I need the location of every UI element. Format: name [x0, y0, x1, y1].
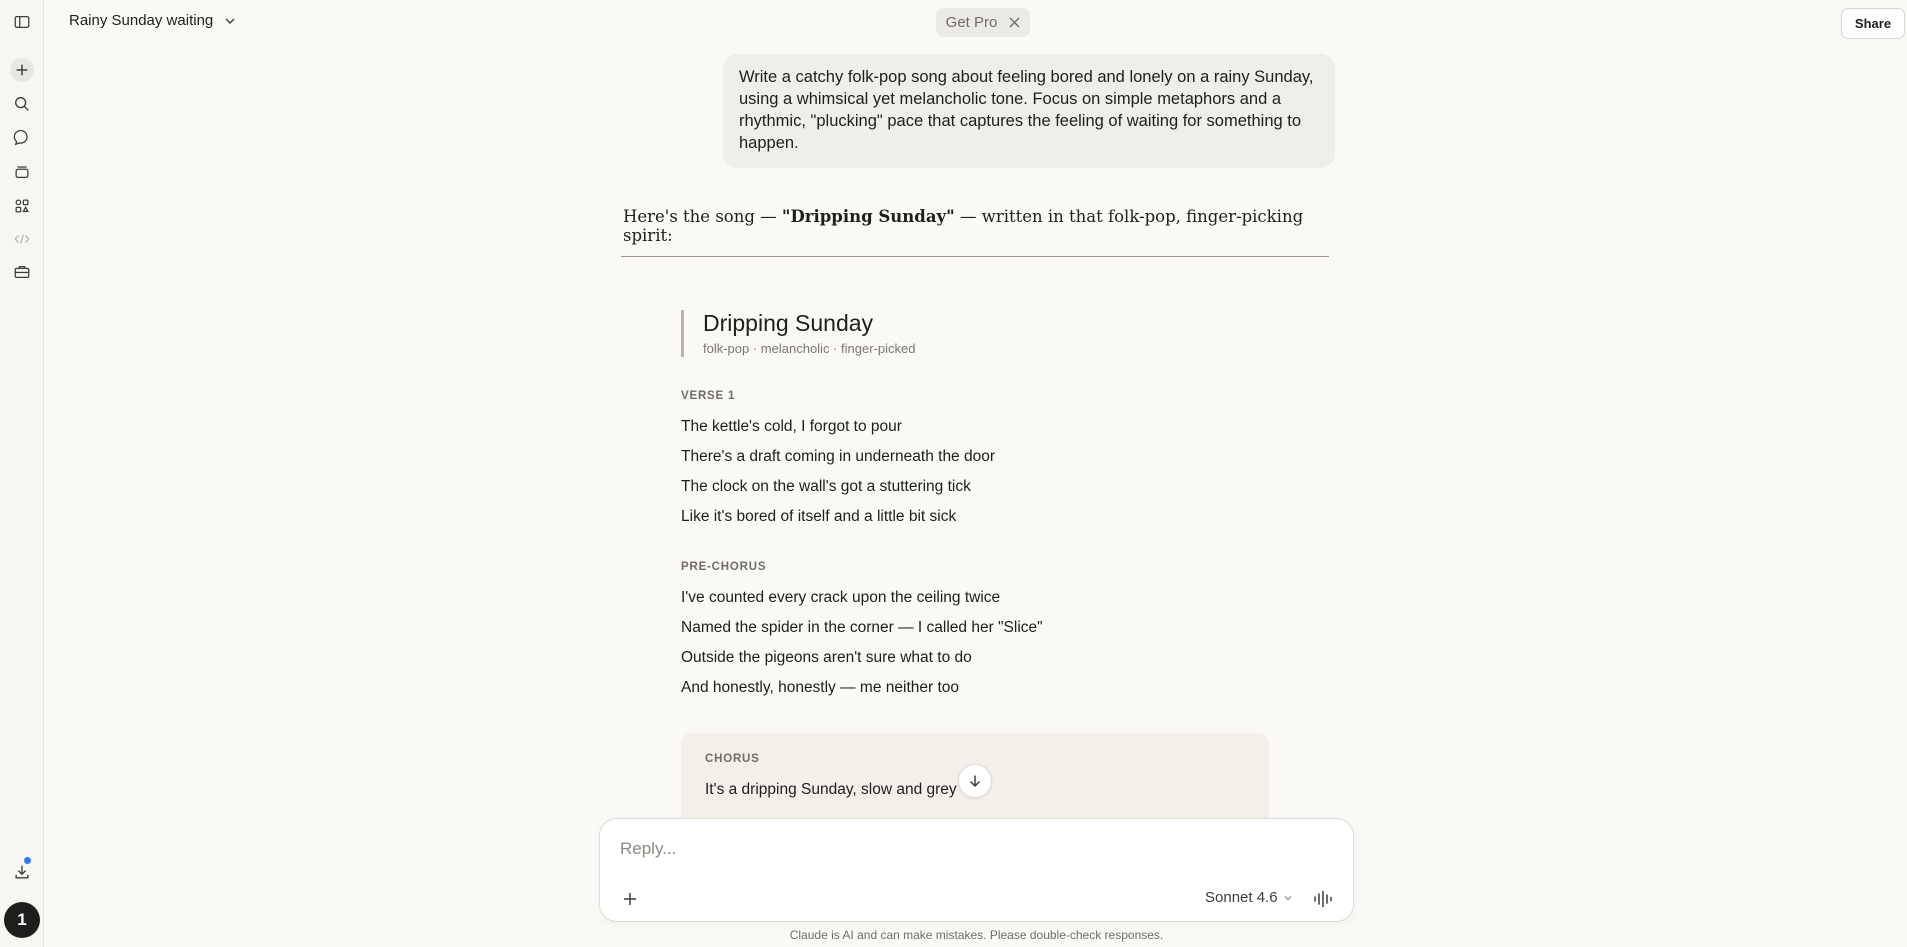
lyric-line: The clock on the wall's got a stuttering tick — [681, 478, 971, 495]
model-name: Sonnet 4.6 — [1205, 889, 1278, 906]
disclaimer: Claude is AI and can make mistakes. Please double-check responses. — [789, 928, 1164, 942]
song-tags: folk-pop · melancholic · finger-picked — [703, 341, 916, 356]
avatar[interactable]: 1 — [4, 902, 40, 938]
chat-title-dropdown[interactable] — [69, 12, 237, 29]
chorus-label: CHORUS — [705, 753, 760, 765]
new-chat-button[interactable] — [10, 58, 34, 82]
share-button[interactable]: Share — [1841, 8, 1905, 39]
user-message: Write a catchy folk-pop song about feeling bored and lonely on a rainy Sunday, using a whimsical yet melancholic tone. Focus on simple metaphors and a rhythmic, "plucking" pace that captures the feeling of waiting for something to happen. — [723, 54, 1335, 168]
chevron-down-icon — [223, 14, 237, 28]
composer — [599, 818, 1354, 922]
lyric-line: It's a dripping Sunday, slow and grey — [705, 781, 957, 798]
intro-text-after: — written in that folk-pop, finger-picking spirit: — [623, 207, 1304, 245]
search-icon[interactable] — [10, 92, 34, 116]
song-title: Dripping Sunday — [703, 310, 874, 336]
lyric-line: I've counted every crack upon the ceiling twice — [681, 589, 1001, 606]
lyric-line: There's a draft coming in underneath the door — [681, 448, 996, 465]
lyric-line: Like it's bored of itself and a little bit sick — [681, 508, 957, 525]
projects-icon[interactable] — [10, 160, 34, 184]
briefcase-icon[interactable] — [10, 260, 34, 284]
sidebar — [0, 0, 44, 947]
attach-button[interactable] — [620, 889, 640, 909]
song-header — [681, 310, 915, 357]
voice-mode-button[interactable] — [1312, 887, 1336, 911]
lyric-line: Outside the pigeons aren't sure what to do — [681, 649, 972, 666]
model-selector[interactable] — [1205, 889, 1293, 906]
plus-icon — [13, 61, 31, 79]
close-icon[interactable] — [1009, 17, 1020, 28]
waveform-icon — [1313, 890, 1335, 908]
scroll-to-bottom-button[interactable] — [958, 764, 992, 798]
chats-icon[interactable] — [10, 126, 34, 150]
plus-icon — [622, 891, 638, 907]
code-icon[interactable] — [10, 227, 34, 251]
chat-title: Rainy Sunday waiting — [69, 12, 214, 29]
verse1-label: VERSE 1 — [681, 390, 736, 402]
download-icon[interactable] — [10, 860, 34, 884]
arrow-down-icon — [967, 773, 983, 789]
reply-input[interactable] — [620, 837, 1220, 861]
divider — [621, 256, 1329, 257]
chevron-down-icon — [1283, 893, 1293, 903]
intro-text-before: Here's the song — — [623, 207, 782, 226]
lyric-line: The kettle's cold, I forgot to pour — [681, 418, 902, 435]
sidebar-toggle-icon[interactable] — [10, 10, 34, 34]
lyric-line: And honestly, honestly — me neither too — [681, 679, 960, 696]
prechorus-label: PRE-CHORUS — [681, 561, 767, 573]
get-pro-label: Get Pro — [945, 14, 998, 31]
assistant-intro — [623, 207, 1323, 245]
artifacts-icon[interactable] — [10, 194, 34, 218]
get-pro-banner[interactable] — [936, 8, 1030, 37]
intro-song-title: "Dripping Sunday" — [781, 207, 955, 226]
lyric-line: Named the spider in the corner — I called her "Slice" — [681, 619, 1043, 636]
notification-dot — [24, 857, 31, 864]
topbar — [44, 0, 1907, 44]
